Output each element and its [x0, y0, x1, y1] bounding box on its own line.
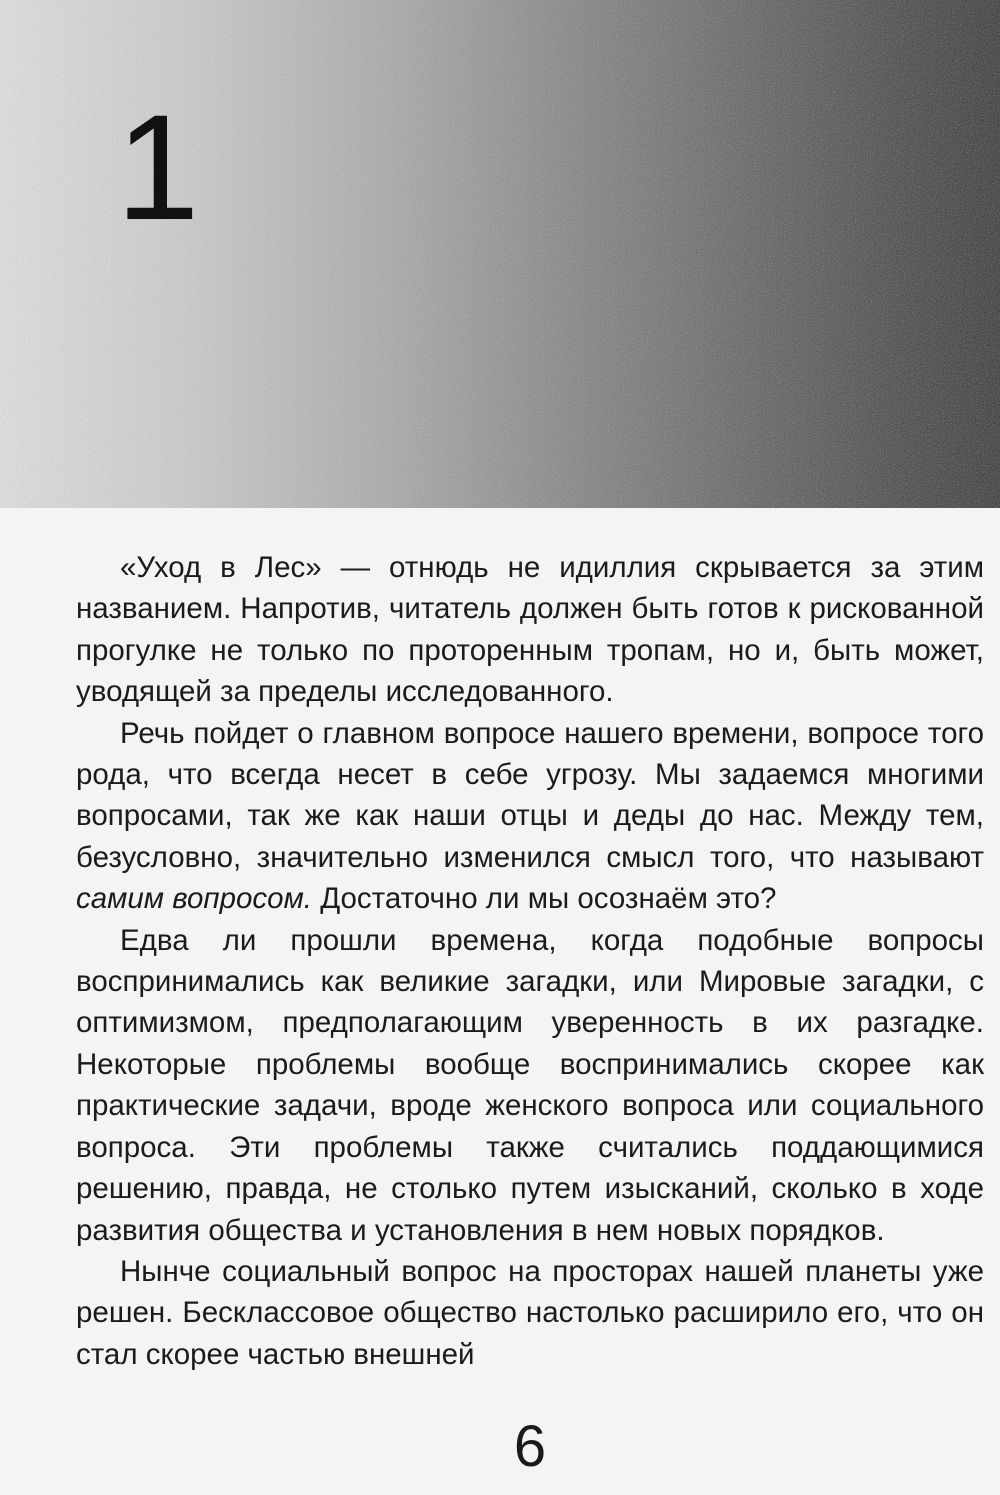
paragraph: Едва ли прошли времена, когда подобные вопросы воспринимались как великие загадки, или Мировые загадки, с оптимизмом, предполагающим уверенность в их разгадке. Некоторые проблемы вообще воспринимались скорее как практические задачи, вроде женского вопроса или социального вопроса. Эти проблемы также считались поддающимися решению, правда, не столько путем изысканий, сколько в ходе развития общества и установления в нем новых порядков.: [76, 923, 984, 1247]
chapter-number: 1: [116, 83, 198, 251]
paragraph: [76, 713, 984, 920]
page-number: 6: [513, 1414, 547, 1479]
emphasis-text: самим вопросом.: [76, 882, 312, 916]
body-text: [76, 547, 984, 1375]
paragraph: Нынче социальный вопрос на просторах нашей планеты уже решен. Бесклассовое общество настолько расширило его, что он стал скорее частью внешней: [76, 1254, 984, 1371]
chapter-header-band: [0, 0, 1000, 508]
grain-texture: [0, 0, 1000, 508]
paragraph: «Уход в Лес» — отнюдь не идиллия скрывается за этим названием. Напротив, читатель должен быть готов к рискованной прогулке не только по проторенным тропам, но и, быть может, уводящей за пределы исследованного.: [76, 551, 984, 709]
paragraph-text: Речь пойдет о главном вопросе нашего времени, вопросе того рода, что всегда несет в себе угрозу. Мы задаемся многими вопросами, так же как наши отцы и деды до нас. Между тем, безусловно, значительно изменился смысл того, что называют: [76, 716, 984, 874]
paragraph-text: Достаточно ли мы осознаём это?: [312, 882, 777, 916]
